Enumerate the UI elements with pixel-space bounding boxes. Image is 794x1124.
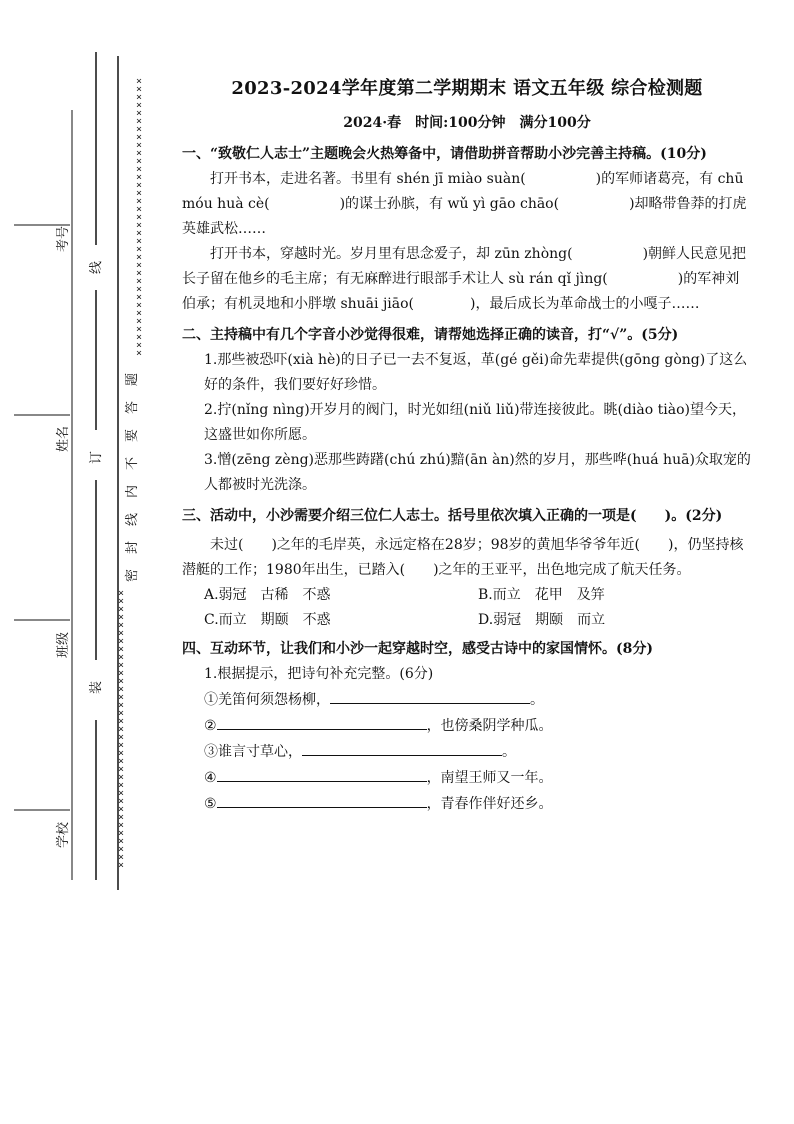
- poem-line-4-post: ，南望王师又一年。: [426, 770, 553, 786]
- poem-line-2-post: ，也傍桑阴学种瓜。: [426, 718, 553, 734]
- exam-content: [182, 72, 752, 817]
- q1-heading: 一、“致敬仁人志士”主题晚会火热筹备中，请借助拼音帮助小沙完善主持稿。(10分): [182, 146, 707, 162]
- q2-item-2: 2.拧(nǐng nìng)开岁月的阀门，时光如纽(niǔ liǔ)带连接彼此。眺(diào tiào)望今天，这盛世如你所愿。: [204, 402, 746, 443]
- poem-line-5-post: ，青春作伴好还乡。: [426, 796, 553, 812]
- poem-line-4: [182, 765, 752, 791]
- q3-option-c[interactable]: C.而立 期颐 不惑: [204, 612, 331, 628]
- q2-item-3: 3.憎(zēng zèng)恶那些踌躇(chú zhú)黯(ān àn)然的岁月，那些哗(huá huā)众取宠的人都被时光洗涤。: [204, 452, 751, 493]
- poem-line-2-pre: ②: [204, 718, 217, 734]
- warning-char-5: 内: [125, 484, 141, 499]
- q3-option-d[interactable]: D.弱冠 期颐 而立: [478, 612, 606, 628]
- binding-char-bind: 装: [89, 680, 105, 695]
- poem-line-2: [182, 713, 752, 739]
- poem-line-4-pre: ④: [204, 770, 217, 786]
- warning-char-7: 封: [125, 540, 141, 555]
- class-label: 班级: [56, 631, 71, 658]
- q3-option-a[interactable]: A.弱冠 古稀 不惑: [204, 587, 331, 603]
- warning-char-1: 题: [125, 372, 141, 387]
- poem-line-1-post: 。: [530, 692, 544, 708]
- poem-line-3-pre: ③谁言寸草心，: [204, 744, 302, 760]
- poem-line-3: [182, 739, 752, 765]
- q2-heading: 二、主持稿中有几个字音小沙觉得很难，请帮她选择正确的读音，打“√”。(5分): [182, 327, 679, 343]
- poem-blank-3[interactable]: [302, 739, 502, 756]
- poem-blank-1[interactable]: [330, 687, 530, 704]
- q3-options: [182, 583, 752, 633]
- warning-char-4: 不: [125, 456, 141, 471]
- q1-paragraph-2: 打开书本，穿越时光。岁月里有思念爱子，却 zūn zhòng( )朝鲜人民意见把长子留在他乡的毛主席；有无麻醉进行眼部手术让人 sù rán qǐ jìng( )的军神刘伯承；有机灵地和小胖墩 shuāi jiāo( )，最后成长为革命战士的小嘎子……: [182, 246, 747, 312]
- poem-blank-2[interactable]: [217, 713, 427, 730]
- binding-margin: [0, 0, 160, 1124]
- binding-char-order: 订: [89, 450, 105, 465]
- poem-line-1-pre: ①羌笛何须怨杨柳，: [204, 692, 330, 708]
- warning-char-8: 密: [125, 568, 141, 583]
- q4-heading: 四、互动环节，让我们和小沙一起穿越时空，感受古诗中的家国情怀。(8分): [182, 641, 653, 657]
- q3-option-b[interactable]: B.而立 花甲 及笄: [478, 587, 605, 603]
- poem-blank-4[interactable]: [217, 765, 427, 782]
- name-label: 姓名: [56, 425, 71, 452]
- poem-blank-5[interactable]: [217, 791, 427, 808]
- binding-char-line: 线: [89, 260, 105, 275]
- x-marks-top: × × × × × × × × × × × × × × × × × × × × × × × × × × × × × × × × × × ×: [135, 76, 143, 359]
- exam-title: 2023-2024学年度第二学期期末 语文五年级 综合检测题: [231, 78, 703, 99]
- poem-line-5-pre: ⑤: [204, 796, 217, 812]
- poem-line-5: [182, 791, 752, 817]
- q3-heading: 三、活动中，小沙需要介绍三位仁人志士。括号里依次填入正确的一项是( )。(2分): [182, 508, 723, 524]
- poem-line-3-post: 。: [502, 744, 516, 760]
- poem-line-1: [182, 687, 752, 713]
- q4-sub-heading: 1.根据提示，把诗句补充完整。(6分): [204, 666, 434, 682]
- q2-item-1: 1.那些被恐吓(xià hè)的日子已一去不复返，革(gé gěi)命先辈提供(gōng gòng)了这么好的条件，我们要好好珍惜。: [204, 352, 748, 393]
- x-marks-bottom: × × × × × × × × × × × × × × × × × × × × × × × × × × × × × × × × × × ×: [117, 588, 125, 871]
- warning-char-2: 答: [125, 400, 141, 415]
- warning-char-3: 要: [125, 428, 141, 443]
- q1-paragraph-1: 打开书本，走进名著。书里有 shén jī miào suàn( )的军师诸葛亮，有 chū móu huà cè( )的谋士孙膑，有 wǔ yì gāo chāo( )却略带鲁莽的打虎英雄武松……: [182, 171, 747, 237]
- exam-subtitle: 2024·春 时间:100分钟 满分100分: [343, 115, 591, 131]
- warning-char-6: 线: [125, 512, 141, 527]
- school-label: 学校: [56, 821, 71, 848]
- exam-no-label: 考号: [56, 225, 71, 252]
- q3-text: 未过( )之年的毛岸英，永远定格在28岁；98岁的黄旭华爷爷年近( )，仍坚持核潜艇的工作；1980年出生，已踏入( )之年的王亚平，出色地完成了航天任务。: [182, 537, 744, 578]
